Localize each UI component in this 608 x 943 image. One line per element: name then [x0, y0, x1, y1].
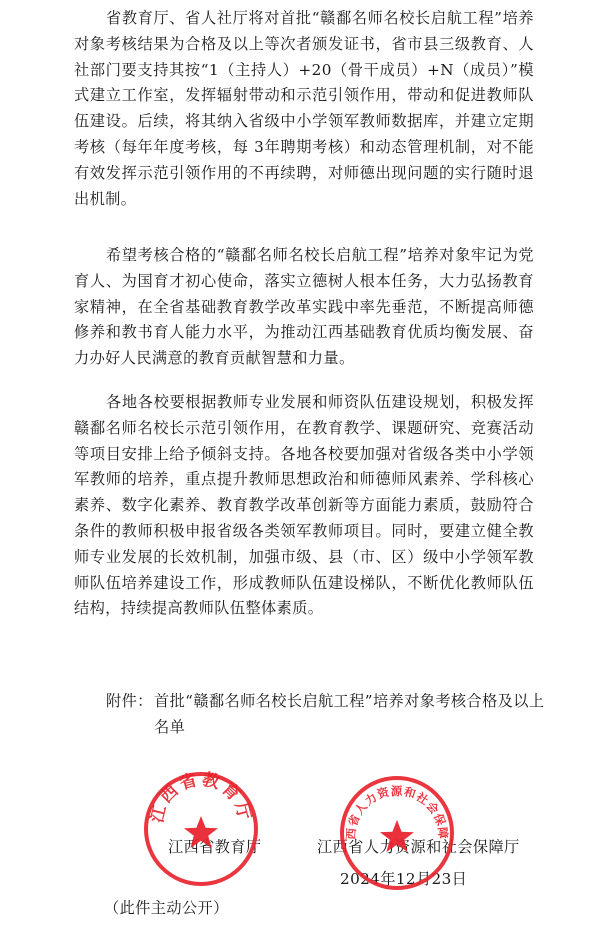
attachment-title: 首批“赣鄱名师名校长启航工程”培养对象考核合格及以上名单 [154, 692, 545, 736]
signature-hr-dept: 江西省人力资源和社会保障厅 [317, 838, 520, 856]
body-paragraph-3: 各地各校要根据教师专业发展和师资队伍建设规划，积极发挥赣鄱名师名校长示范引领作用，在教育教学、课题研究、竞赛活动等项目安排上给予倾斜支持。各地各校要加强对省级各类中小学领军教师的培养，重点提升教师思想政治和师德师风素养、学科核心素养、数字化素养、教育教学改革创新等方面能力素质，鼓励符合条件的教师积极申报省级各类领军教师项目。同时，要建立健全教师专业发展的长效机制，加强市级、县（市、区）级中小学领军教师队伍培养建设工作，形成教师队伍建设梯队，不断优化教师队伍结构，持续提高教师队伍整体素质。 [74, 393, 534, 618]
attachment-label: 附件： [106, 692, 153, 710]
hr-seal-text: 西省人力资源和社会保障 [343, 783, 451, 841]
public-release-note: （此件主动公开） [104, 899, 229, 917]
body-paragraph-1: 省教育厅、省人社厅将对首批“赣鄱名师名校长启航工程”培养对象考核结果为合格及以上等次者颁发证书，省市县三级教育、人社部门要支持其按“1（主持人）+20（骨干成员）+N（成员）”模式建立工作室，发挥辐射带动和示范引领作用，带动和促进教师队伍建设。后续，将其纳入省级中小学领军教师数据库，并建立定期考核（每年年度考核，每 3年聘期考核）和动态管理机制，对不能有效发挥示范引领作用的不再续聘，对师德出现问题的实行随时退出机制。 [74, 9, 534, 208]
edu-dept-seal [142, 770, 260, 888]
signature-date: 2024年12月23日 [340, 870, 468, 888]
signature-edu-dept: 江西省教育厅 [168, 838, 262, 856]
body-paragraph-2: 希望考核合格的“赣鄱名师名校长启航工程”培养对象牢记为党育人、为国育才初心使命，落实立德树人根本任务，大力弘扬教育家精神，在全省基础教育教学改革实践中率先垂范，不断提高师德修养和教书育人能力水平，为推动江西基础教育优质均衡发展、奋力办好人民满意的教育贡献智慧和力量。 [74, 246, 534, 368]
edu-seal-graphic [142, 770, 260, 888]
hr-dept-seal [338, 774, 456, 892]
edu-seal-text: 江西省教育厅 [147, 770, 255, 825]
hr-seal-graphic [338, 774, 456, 892]
